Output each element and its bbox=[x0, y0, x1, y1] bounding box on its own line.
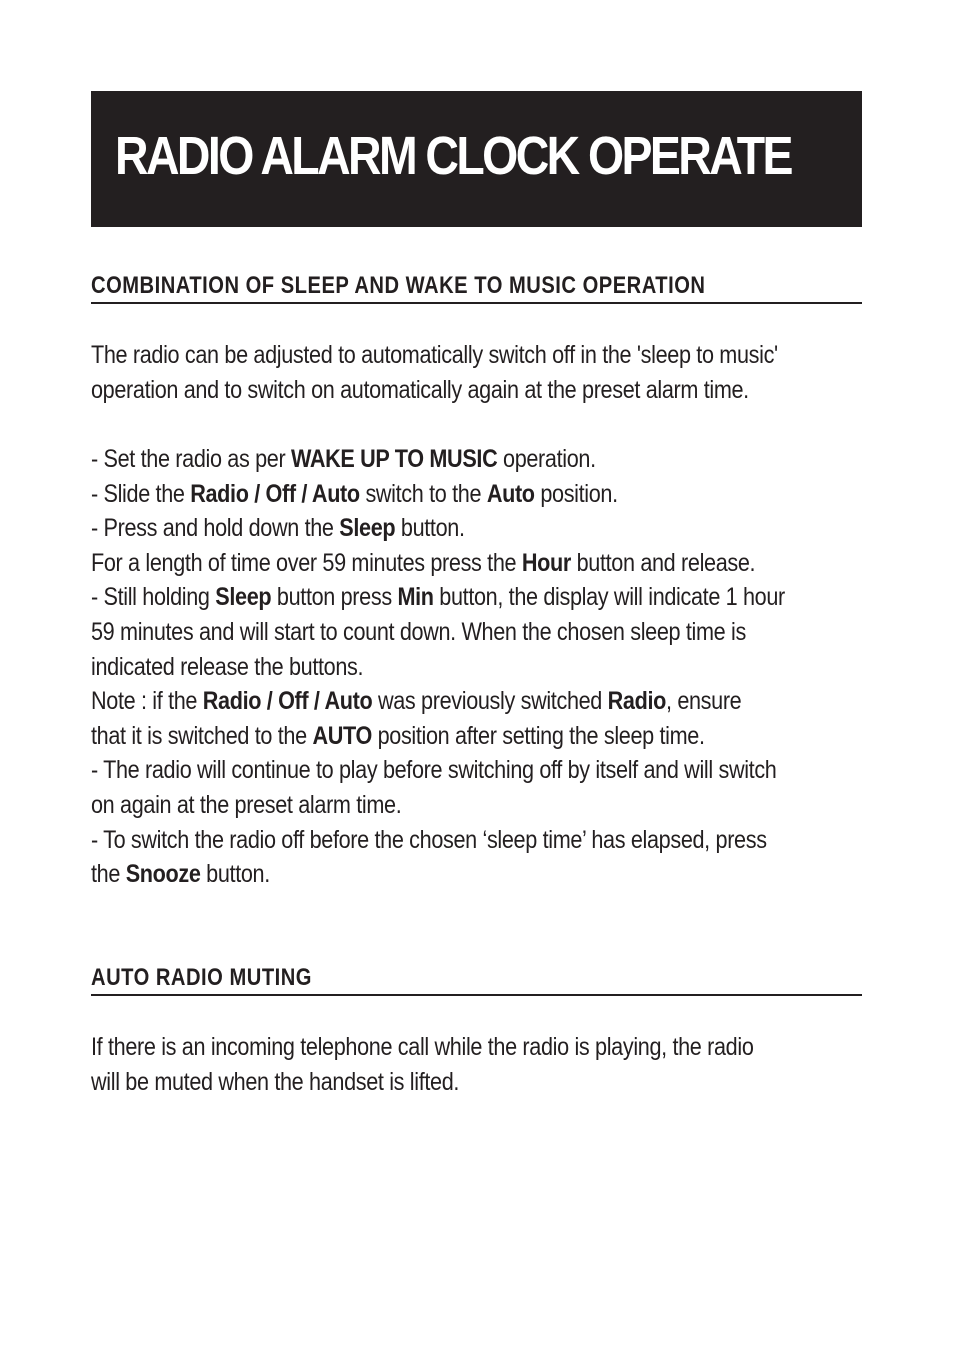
step-text: button press bbox=[271, 583, 398, 612]
note-text: position after setting the sleep time. bbox=[371, 721, 705, 750]
step-text: - Slide the bbox=[91, 479, 191, 508]
step-text: button. bbox=[395, 514, 465, 543]
section-heading-text: COMBINATION OF SLEEP AND WAKE TO MUSIC OPERATION bbox=[91, 272, 706, 299]
note-text: that it is switched to the bbox=[91, 721, 313, 750]
intro-line: operation and to switch on automatically again at the preset alarm time. bbox=[91, 375, 749, 404]
step-text: operation. bbox=[497, 445, 596, 473]
step-text: button. bbox=[200, 860, 270, 889]
step-text: button and release. bbox=[570, 548, 756, 577]
step-text: - Still holding bbox=[91, 583, 216, 612]
step-hour bbox=[91, 546, 861, 581]
section-heading-text: AUTO RADIO MUTING bbox=[91, 964, 312, 991]
step-min-continued: indicated release the buttons. bbox=[91, 652, 364, 681]
muting-paragraph bbox=[91, 1030, 861, 1099]
step-min-continued: 59 minutes and will start to count down. When the chosen sleep time is bbox=[91, 617, 746, 646]
section-heading-auto-muting bbox=[91, 962, 862, 996]
step-bold-text: Radio / Off / Auto bbox=[190, 479, 360, 508]
step-bold-text: Hour bbox=[521, 548, 571, 577]
step-text: position. bbox=[534, 479, 618, 508]
step-text: the bbox=[91, 860, 126, 889]
step-hold-sleep bbox=[91, 511, 861, 546]
muting-line: will be muted when the handset is lifted. bbox=[91, 1067, 460, 1096]
step-continue-play: - The radio will continue to play before switching off by itself and will switch bbox=[91, 756, 777, 785]
step-continue-play: on again at the preset alarm time. bbox=[91, 790, 402, 819]
step-bold-text: WAKE UP TO MUSIC bbox=[291, 445, 498, 473]
step-snooze bbox=[91, 857, 861, 892]
note-bold-text: Radio / Off / Auto bbox=[202, 687, 373, 716]
step-bold-text: Auto bbox=[486, 479, 535, 508]
steps-list bbox=[91, 442, 861, 892]
step-text: button, the display will indicate 1 hour bbox=[433, 583, 785, 612]
step-text: For a length of time over 59 minutes press the bbox=[91, 548, 522, 577]
note-line bbox=[91, 684, 861, 719]
step-min bbox=[91, 580, 861, 615]
step-text: switch to the bbox=[359, 479, 487, 508]
step-text: - Set the radio as per bbox=[91, 445, 292, 473]
step-bold-text: Sleep bbox=[215, 583, 272, 612]
note-text: was previously switched bbox=[372, 687, 608, 716]
note-bold-text: Radio bbox=[607, 687, 666, 716]
step-text: - Press and hold down the bbox=[91, 514, 340, 543]
note-line bbox=[91, 719, 861, 754]
page-title: RADIO ALARM CLOCK OPERATE bbox=[115, 126, 791, 186]
muting-line: If there is an incoming telephone call while the radio is playing, the radio bbox=[91, 1033, 754, 1061]
note-text: Note : if the bbox=[91, 687, 203, 716]
step-bold-text: Sleep bbox=[339, 514, 396, 543]
step-snooze: - To switch the radio off before the chosen ‘sleep time’ has elapsed, press bbox=[91, 825, 767, 854]
intro-paragraph bbox=[91, 338, 861, 407]
step-slide-switch bbox=[91, 477, 861, 512]
note-bold-text: AUTO bbox=[312, 721, 372, 750]
step-bold-text: Min bbox=[397, 583, 434, 612]
step-bold-text: Snooze bbox=[125, 860, 201, 889]
title-banner bbox=[91, 91, 862, 227]
step-wake-up bbox=[91, 442, 861, 477]
section-heading-sleep-wake bbox=[91, 270, 862, 304]
intro-line: The radio can be adjusted to automatically switch off in the 'sleep to music' bbox=[91, 341, 778, 369]
note-text: , ensure bbox=[665, 687, 742, 716]
